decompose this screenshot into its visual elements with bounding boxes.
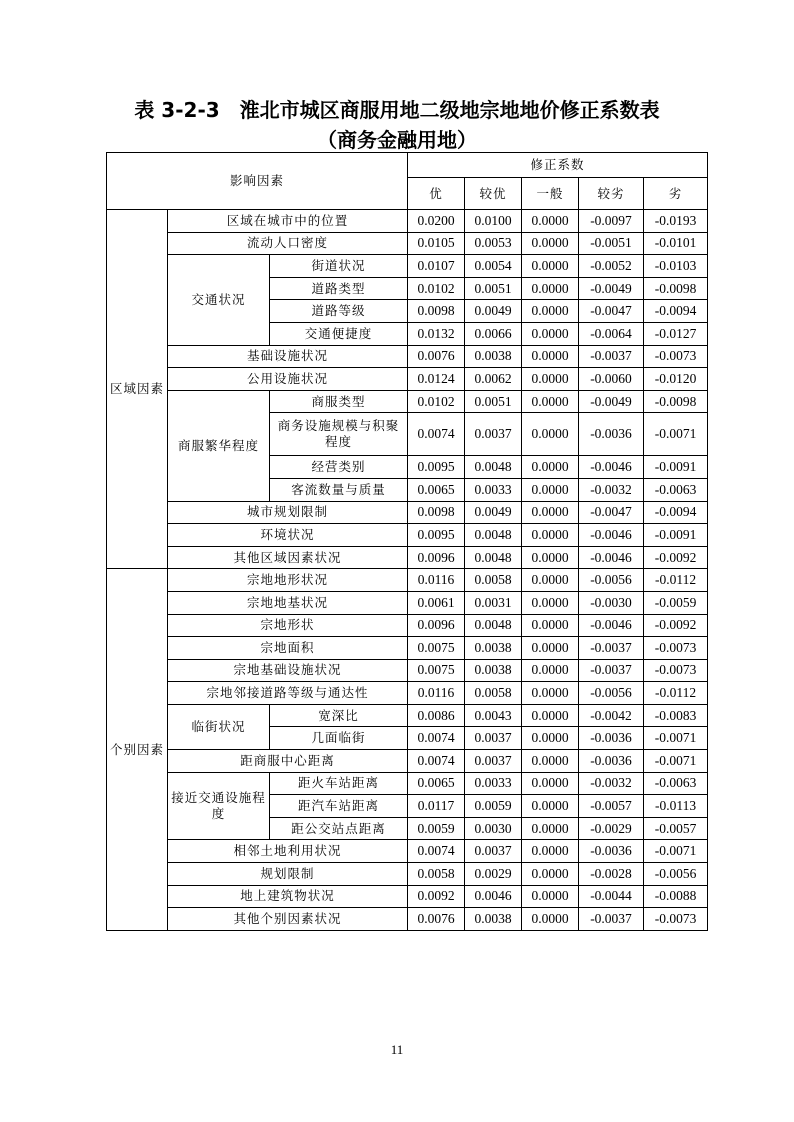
value-cell: 0.0098 [408, 501, 465, 524]
value-cell: 0.0200 [408, 210, 465, 233]
value-cell: 0.0124 [408, 368, 465, 391]
value-cell: 0.0043 [465, 704, 522, 727]
header-factor: 影响因素 [107, 153, 408, 210]
factor-label: 宗地地基状况 [168, 591, 408, 614]
value-cell: -0.0112 [644, 682, 708, 705]
factor-label: 流动人口密度 [168, 232, 408, 255]
factor-label: 规划限制 [168, 863, 408, 886]
value-cell: -0.0073 [644, 659, 708, 682]
value-cell: -0.0037 [579, 659, 644, 682]
value-cell: 0.0132 [408, 322, 465, 345]
table-row [107, 524, 708, 547]
subgroup-cell: 商服繁华程度 [168, 390, 270, 501]
value-cell: -0.0044 [579, 885, 644, 908]
table-row [107, 772, 708, 795]
group-cell: 区域因素 [107, 210, 168, 569]
value-cell: 0.0000 [522, 682, 579, 705]
value-cell: 0.0048 [465, 456, 522, 479]
factor-label: 宗地邻接道路等级与通达性 [168, 682, 408, 705]
factor-label: 客流数量与质量 [270, 478, 408, 501]
value-cell: 0.0000 [522, 546, 579, 569]
value-cell: -0.0071 [644, 840, 708, 863]
value-cell: 0.0105 [408, 232, 465, 255]
table-row [107, 637, 708, 660]
page-subtitle: （商务金融用地） [317, 128, 477, 152]
value-cell: 0.0049 [465, 300, 522, 323]
value-cell: 0.0000 [522, 255, 579, 278]
factor-label: 环境状况 [168, 524, 408, 547]
header-level: 优 [408, 178, 465, 210]
value-cell: -0.0029 [579, 817, 644, 840]
value-cell: -0.0120 [644, 368, 708, 391]
value-cell: 0.0000 [522, 840, 579, 863]
factor-label: 宗地地形状况 [168, 569, 408, 592]
value-cell: -0.0042 [579, 704, 644, 727]
table-row [107, 345, 708, 368]
value-cell: 0.0075 [408, 659, 465, 682]
factor-label: 公用设施状况 [168, 368, 408, 391]
factor-label: 商服类型 [270, 390, 408, 413]
factor-label: 街道状况 [270, 255, 408, 278]
factor-label: 宗地面积 [168, 637, 408, 660]
value-cell: 0.0074 [408, 750, 465, 773]
value-cell: -0.0064 [579, 322, 644, 345]
value-cell: 0.0100 [465, 210, 522, 233]
value-cell: -0.0036 [579, 750, 644, 773]
value-cell: -0.0056 [579, 569, 644, 592]
value-cell: 0.0074 [408, 840, 465, 863]
value-cell: -0.0193 [644, 210, 708, 233]
value-cell: 0.0116 [408, 682, 465, 705]
value-cell: -0.0094 [644, 300, 708, 323]
factor-label: 地上建筑物状况 [168, 885, 408, 908]
factor-label: 距汽车站距离 [270, 795, 408, 818]
value-cell: -0.0097 [579, 210, 644, 233]
value-cell: 0.0075 [408, 637, 465, 660]
table-row [107, 390, 708, 413]
table-row [107, 682, 708, 705]
value-cell: -0.0030 [579, 591, 644, 614]
value-cell: 0.0102 [408, 277, 465, 300]
value-cell: 0.0051 [465, 277, 522, 300]
value-cell: 0.0000 [522, 390, 579, 413]
subgroup-cell: 临街状况 [168, 704, 270, 749]
value-cell: -0.0091 [644, 524, 708, 547]
value-cell: -0.0103 [644, 255, 708, 278]
value-cell: -0.0047 [579, 501, 644, 524]
table-row [107, 569, 708, 592]
value-cell: -0.0098 [644, 277, 708, 300]
value-cell: 0.0074 [408, 727, 465, 750]
value-cell: 0.0048 [465, 524, 522, 547]
value-cell: -0.0046 [579, 524, 644, 547]
value-cell: -0.0073 [644, 637, 708, 660]
value-cell: -0.0113 [644, 795, 708, 818]
value-cell: -0.0057 [644, 817, 708, 840]
table-row [107, 210, 708, 233]
value-cell: -0.0036 [579, 840, 644, 863]
value-cell: 0.0000 [522, 772, 579, 795]
value-cell: 0.0058 [408, 863, 465, 886]
factor-label: 经营类别 [270, 456, 408, 479]
table-row [107, 501, 708, 524]
value-cell: -0.0032 [579, 772, 644, 795]
value-cell: 0.0000 [522, 727, 579, 750]
value-cell: -0.0127 [644, 322, 708, 345]
value-cell: 0.0000 [522, 456, 579, 479]
header-level: 劣 [644, 178, 708, 210]
value-cell: 0.0086 [408, 704, 465, 727]
value-cell: 0.0058 [465, 569, 522, 592]
value-cell: 0.0000 [522, 368, 579, 391]
value-cell: -0.0091 [644, 456, 708, 479]
value-cell: 0.0038 [465, 345, 522, 368]
table-row [107, 659, 708, 682]
value-cell: -0.0037 [579, 637, 644, 660]
factor-label: 几面临街 [270, 727, 408, 750]
factor-label: 相邻土地利用状况 [168, 840, 408, 863]
value-cell: 0.0096 [408, 546, 465, 569]
value-cell: 0.0000 [522, 637, 579, 660]
header-coef: 修正系数 [408, 153, 708, 178]
value-cell: 0.0065 [408, 478, 465, 501]
value-cell: -0.0063 [644, 772, 708, 795]
table-row [107, 591, 708, 614]
factor-label: 宗地形状 [168, 614, 408, 637]
value-cell: 0.0092 [408, 885, 465, 908]
value-cell: -0.0049 [579, 390, 644, 413]
value-cell: 0.0000 [522, 232, 579, 255]
factor-label: 距公交站点距离 [270, 817, 408, 840]
value-cell: 0.0033 [465, 478, 522, 501]
value-cell: 0.0076 [408, 908, 465, 931]
factor-label: 宽深比 [270, 704, 408, 727]
value-cell: -0.0046 [579, 614, 644, 637]
table-row [107, 863, 708, 886]
value-cell: 0.0059 [465, 795, 522, 818]
factor-label: 道路类型 [270, 277, 408, 300]
value-cell: 0.0058 [465, 682, 522, 705]
header-level: 较优 [465, 178, 522, 210]
value-cell: 0.0000 [522, 478, 579, 501]
header-level: 较劣 [579, 178, 644, 210]
value-cell: 0.0102 [408, 390, 465, 413]
value-cell: 0.0076 [408, 345, 465, 368]
value-cell: 0.0000 [522, 322, 579, 345]
value-cell: -0.0071 [644, 750, 708, 773]
value-cell: -0.0063 [644, 478, 708, 501]
factor-label: 距商服中心距离 [168, 750, 408, 773]
factor-label: 其他区域因素状况 [168, 546, 408, 569]
value-cell: 0.0000 [522, 277, 579, 300]
value-cell: 0.0107 [408, 255, 465, 278]
value-cell: 0.0037 [465, 413, 522, 456]
value-cell: 0.0029 [465, 863, 522, 886]
subgroup-cell: 交通状况 [168, 255, 270, 345]
value-cell: 0.0000 [522, 750, 579, 773]
table-row [107, 614, 708, 637]
value-cell: 0.0116 [408, 569, 465, 592]
value-cell: 0.0048 [465, 614, 522, 637]
factor-label: 城市规划限制 [168, 501, 408, 524]
value-cell: 0.0030 [465, 817, 522, 840]
value-cell: -0.0071 [644, 413, 708, 456]
value-cell: -0.0098 [644, 390, 708, 413]
table-row [107, 232, 708, 255]
value-cell: 0.0000 [522, 863, 579, 886]
value-cell: -0.0060 [579, 368, 644, 391]
value-cell: 0.0000 [522, 591, 579, 614]
value-cell: -0.0036 [579, 727, 644, 750]
value-cell: -0.0092 [644, 614, 708, 637]
factor-label: 交通便捷度 [270, 322, 408, 345]
value-cell: 0.0037 [465, 840, 522, 863]
factor-label: 区域在城市中的位置 [168, 210, 408, 233]
value-cell: 0.0038 [465, 659, 522, 682]
value-cell: 0.0065 [408, 772, 465, 795]
value-cell: 0.0000 [522, 795, 579, 818]
value-cell: 0.0046 [465, 885, 522, 908]
value-cell: 0.0000 [522, 524, 579, 547]
value-cell: -0.0037 [579, 345, 644, 368]
value-cell: 0.0096 [408, 614, 465, 637]
table-row [107, 840, 708, 863]
value-cell: 0.0000 [522, 501, 579, 524]
value-cell: 0.0095 [408, 524, 465, 547]
value-cell: -0.0056 [579, 682, 644, 705]
value-cell: 0.0000 [522, 885, 579, 908]
value-cell: 0.0095 [408, 456, 465, 479]
value-cell: 0.0048 [465, 546, 522, 569]
value-cell: -0.0088 [644, 885, 708, 908]
value-cell: 0.0051 [465, 390, 522, 413]
table-row [107, 368, 708, 391]
value-cell: 0.0000 [522, 413, 579, 456]
value-cell: 0.0031 [465, 591, 522, 614]
value-cell: -0.0057 [579, 795, 644, 818]
value-cell: 0.0033 [465, 772, 522, 795]
value-cell: 0.0062 [465, 368, 522, 391]
value-cell: 0.0049 [465, 501, 522, 524]
value-cell: 0.0098 [408, 300, 465, 323]
value-cell: 0.0000 [522, 908, 579, 931]
value-cell: -0.0073 [644, 345, 708, 368]
value-cell: -0.0112 [644, 569, 708, 592]
value-cell: 0.0000 [522, 614, 579, 637]
value-cell: -0.0056 [644, 863, 708, 886]
value-cell: -0.0083 [644, 704, 708, 727]
group-cell: 个别因素 [107, 569, 168, 931]
table-row [107, 750, 708, 773]
value-cell: 0.0000 [522, 817, 579, 840]
subgroup-cell: 接近交通设施程度 [168, 772, 270, 840]
factor-label: 距火车站距离 [270, 772, 408, 795]
value-cell: -0.0032 [579, 478, 644, 501]
value-cell: 0.0074 [408, 413, 465, 456]
page-title: 表 3-2-3 淮北市城区商服用地二级地宗地地价修正系数表 [134, 98, 660, 122]
header-level: 一般 [522, 178, 579, 210]
factor-label: 其他个别因素状况 [168, 908, 408, 931]
value-cell: 0.0054 [465, 255, 522, 278]
value-cell: 0.0038 [465, 637, 522, 660]
table-row [107, 885, 708, 908]
value-cell: 0.0061 [408, 591, 465, 614]
value-cell: 0.0038 [465, 908, 522, 931]
value-cell: -0.0101 [644, 232, 708, 255]
value-cell: 0.0037 [465, 750, 522, 773]
correction-coefficient-table [106, 152, 708, 931]
value-cell: -0.0028 [579, 863, 644, 886]
value-cell: -0.0037 [579, 908, 644, 931]
table-row [107, 255, 708, 278]
value-cell: -0.0071 [644, 727, 708, 750]
page-number: 11 [390, 1042, 404, 1057]
table-row [107, 546, 708, 569]
value-cell: -0.0049 [579, 277, 644, 300]
factor-label: 基础设施状况 [168, 345, 408, 368]
value-cell: 0.0000 [522, 569, 579, 592]
value-cell: 0.0000 [522, 300, 579, 323]
value-cell: -0.0036 [579, 413, 644, 456]
value-cell: 0.0000 [522, 210, 579, 233]
value-cell: -0.0052 [579, 255, 644, 278]
factor-label: 道路等级 [270, 300, 408, 323]
value-cell: 0.0059 [408, 817, 465, 840]
factor-label: 宗地基础设施状况 [168, 659, 408, 682]
value-cell: -0.0059 [644, 591, 708, 614]
value-cell: 0.0117 [408, 795, 465, 818]
value-cell: 0.0000 [522, 704, 579, 727]
value-cell: 0.0037 [465, 727, 522, 750]
value-cell: 0.0000 [522, 345, 579, 368]
value-cell: -0.0094 [644, 501, 708, 524]
value-cell: -0.0073 [644, 908, 708, 931]
value-cell: -0.0046 [579, 546, 644, 569]
factor-label: 商务设施规模与积聚程度 [270, 413, 408, 456]
value-cell: 0.0053 [465, 232, 522, 255]
table-row [107, 704, 708, 727]
value-cell: -0.0046 [579, 456, 644, 479]
table-row [107, 908, 708, 931]
value-cell: 0.0066 [465, 322, 522, 345]
value-cell: -0.0092 [644, 546, 708, 569]
value-cell: -0.0047 [579, 300, 644, 323]
value-cell: -0.0051 [579, 232, 644, 255]
value-cell: 0.0000 [522, 659, 579, 682]
